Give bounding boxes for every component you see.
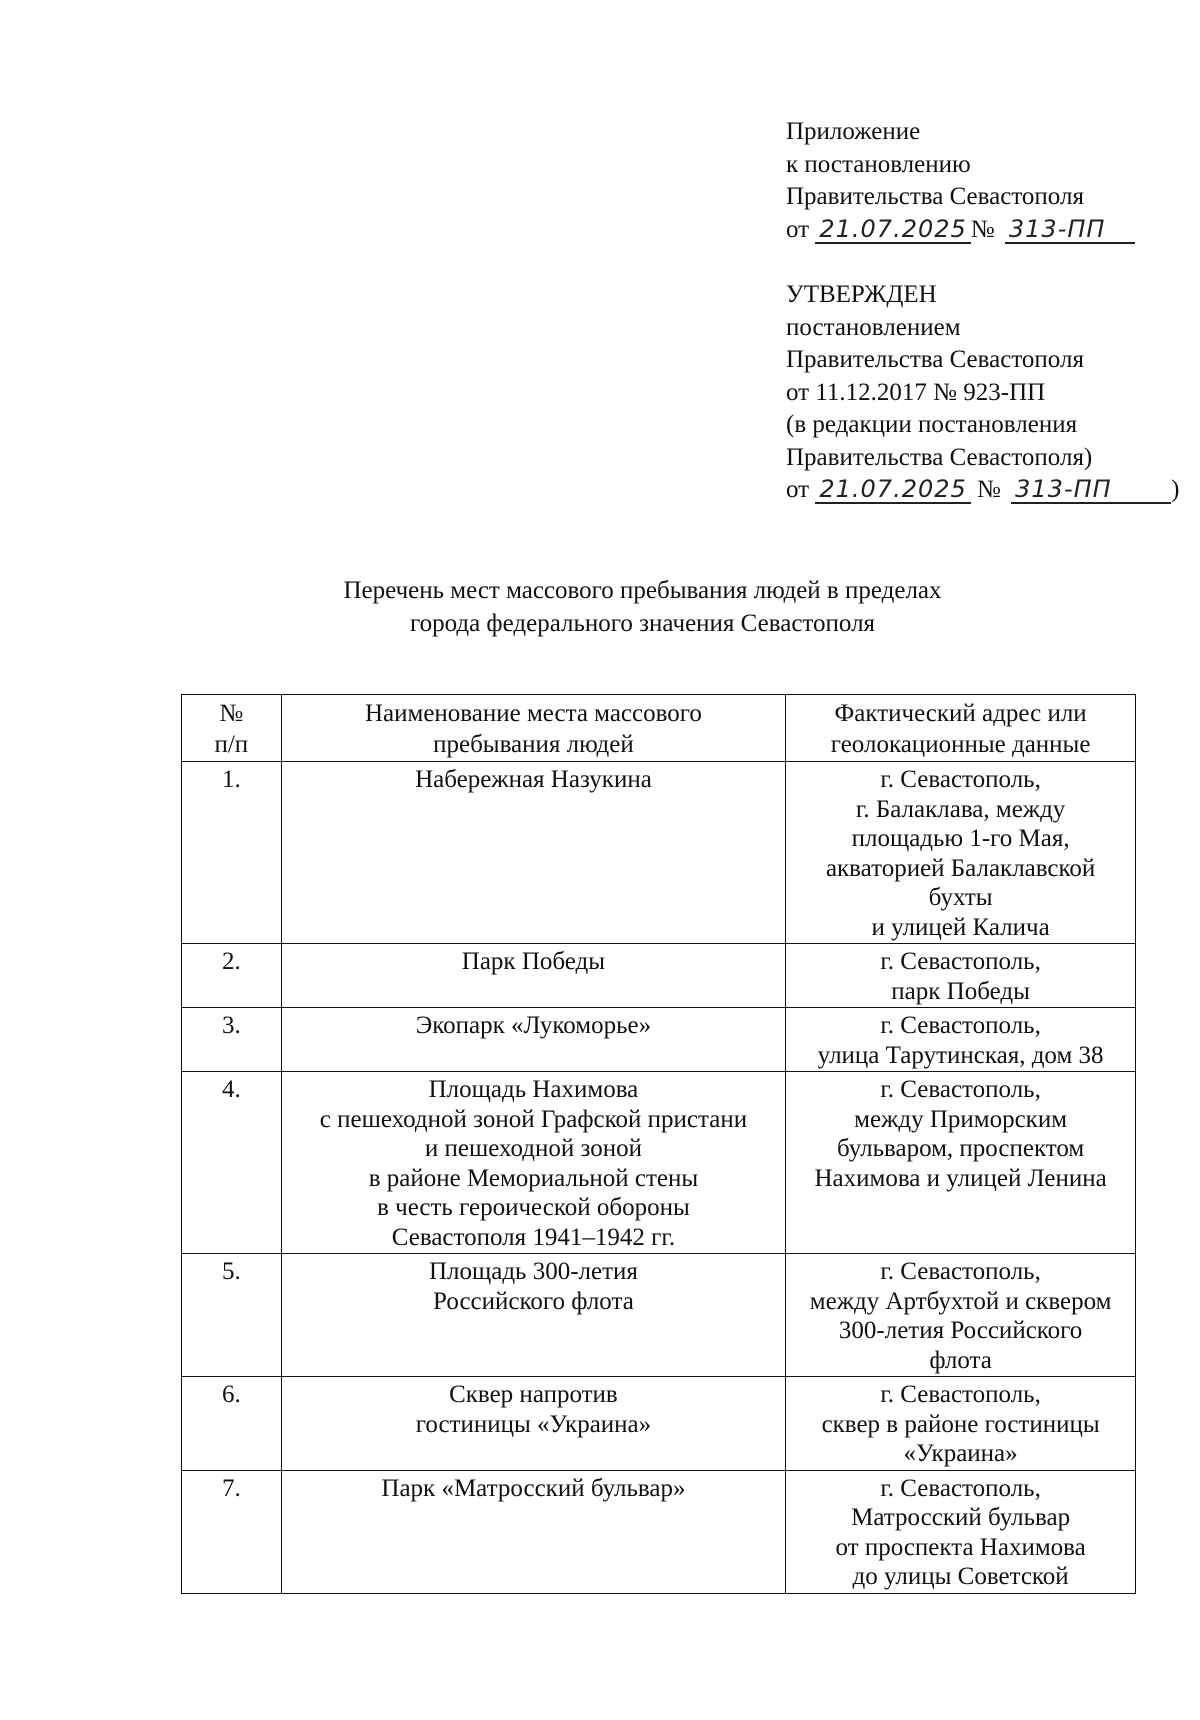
document-title bbox=[0, 574, 1200, 640]
header-address-line-2: геолокационные данные bbox=[830, 731, 1091, 758]
table-row bbox=[182, 1470, 1136, 1593]
name-line: Площадь Нахимова bbox=[428, 1076, 639, 1103]
address-line: и улицей Калича bbox=[871, 913, 1050, 941]
places-table bbox=[181, 694, 1136, 1594]
name-line: Севастополя 1941–1942 гг. bbox=[391, 1223, 676, 1251]
appendix-line-3: Правительства Севастополя bbox=[786, 183, 1084, 210]
name-line: в честь героической обороны bbox=[377, 1194, 690, 1221]
address-line: «Украина» bbox=[903, 1440, 1018, 1467]
name-line: Экопарк «Лукоморье» bbox=[415, 1012, 652, 1039]
row-num: 7. bbox=[182, 1470, 282, 1593]
row-address bbox=[786, 1072, 1136, 1254]
appendix-number-label: № bbox=[970, 215, 995, 243]
name-line: гостиницы «Украина» bbox=[415, 1410, 652, 1438]
address-line: флота bbox=[929, 1346, 992, 1374]
address-line: 300-летия Российского bbox=[838, 1317, 1083, 1344]
approved-closing-paren: ) bbox=[1171, 476, 1180, 503]
address-line: г. Севастополь, bbox=[880, 1012, 1041, 1039]
name-line: Набережная Назукина bbox=[415, 766, 652, 793]
table-row bbox=[182, 762, 1136, 944]
approved-line-4: от 11.12.2017 № 923-ПП bbox=[786, 378, 1046, 406]
table-row bbox=[182, 1072, 1136, 1254]
address-line: площадью 1-го Мая, bbox=[851, 825, 1070, 852]
appendix-handwritten-number: 313-ПП bbox=[1005, 216, 1135, 244]
name-line: Парк «Матросский бульвар» bbox=[381, 1474, 686, 1502]
row-address bbox=[786, 1470, 1136, 1593]
address-line: до улицы Советской bbox=[852, 1563, 1069, 1590]
address-line: г. Севастополь, bbox=[880, 1381, 1041, 1408]
row-name bbox=[281, 1254, 786, 1377]
header-num-line-1: № bbox=[219, 700, 244, 727]
appendix-line-2: к постановлению bbox=[786, 150, 971, 178]
name-line: с пешеходной зоной Графской пристани bbox=[319, 1105, 748, 1133]
document-title-line-1: Перечень мест массового пребывания людей в пределах bbox=[343, 577, 942, 604]
approved-title: УТВЕРЖДЕН bbox=[786, 281, 937, 308]
row-name bbox=[281, 762, 786, 944]
appendix-date-line bbox=[786, 214, 1186, 247]
approved-line-5: (в редакции постановления bbox=[786, 411, 1078, 438]
row-name bbox=[281, 1072, 786, 1254]
address-line: улица Тарутинская, дом 38 bbox=[817, 1041, 1104, 1069]
row-name bbox=[281, 1470, 786, 1593]
approved-handwritten-number: 313-ПП bbox=[1011, 476, 1171, 504]
appendix-title: Приложение bbox=[786, 118, 921, 145]
address-line: между Артбухтой и сквером bbox=[809, 1287, 1112, 1315]
approved-line-2: постановлением bbox=[786, 313, 961, 341]
name-line: Площадь 300-летия bbox=[428, 1258, 638, 1285]
address-line: г. Балаклава, между bbox=[855, 795, 1066, 823]
row-num: 2. bbox=[182, 944, 282, 1008]
address-line: г. Севастополь, bbox=[880, 1258, 1041, 1285]
address-line: бухты bbox=[928, 884, 993, 911]
name-line: Парк Победы bbox=[461, 948, 606, 975]
approved-from-label: от bbox=[786, 476, 810, 503]
row-address bbox=[786, 944, 1136, 1008]
header-name-line-2: пребывания людей bbox=[433, 731, 634, 758]
table-row bbox=[182, 1377, 1136, 1471]
row-address bbox=[786, 1254, 1136, 1377]
row-num: 1. bbox=[182, 762, 282, 944]
approved-number-label: № bbox=[977, 476, 1001, 503]
address-line: бульваром, проспектом bbox=[836, 1135, 1085, 1162]
approved-date-line bbox=[786, 474, 1186, 507]
approved-line-3: Правительства Севастополя bbox=[786, 346, 1084, 373]
name-line: и пешеходной зоной bbox=[424, 1135, 643, 1162]
document-title-line-2: города федерального значения Севастополя bbox=[409, 610, 876, 637]
name-line: в районе Мемориальной стены bbox=[368, 1164, 699, 1192]
address-line: г. Севастополь, bbox=[880, 948, 1041, 975]
name-line: Сквер напротив bbox=[449, 1381, 618, 1408]
header-name bbox=[281, 695, 786, 762]
address-line: г. Севастополь, bbox=[880, 1474, 1041, 1502]
address-line: между Приморским bbox=[854, 1105, 1068, 1133]
table-row bbox=[182, 944, 1136, 1008]
row-name bbox=[281, 1008, 786, 1072]
row-num: 3. bbox=[182, 1008, 282, 1072]
table-row bbox=[182, 1008, 1136, 1072]
header-num-line-2: п/п bbox=[214, 731, 249, 758]
row-name bbox=[281, 944, 786, 1008]
header-address-line-1: Фактический адрес или bbox=[834, 700, 1087, 727]
row-address bbox=[786, 1377, 1136, 1471]
approved-block bbox=[786, 279, 1186, 507]
address-line: Нахимова и улицей Ленина bbox=[814, 1164, 1107, 1192]
address-line: г. Севастополь, bbox=[880, 1076, 1041, 1103]
row-address bbox=[786, 1008, 1136, 1072]
header-num bbox=[182, 695, 282, 762]
address-line: парк Победы bbox=[891, 977, 1030, 1005]
address-line: от проспекта Нахимова bbox=[835, 1533, 1086, 1561]
row-address bbox=[786, 762, 1136, 944]
appendix-block bbox=[786, 116, 1186, 246]
approved-handwritten-date: 21.07.2025 bbox=[815, 476, 970, 504]
approved-line-6: Правительства Севастополя) bbox=[786, 443, 1093, 471]
row-name bbox=[281, 1377, 786, 1471]
appendix-handwritten-date: 21.07.2025 bbox=[815, 216, 970, 244]
appendix-from-label: от bbox=[786, 215, 810, 243]
table-body bbox=[182, 762, 1136, 1594]
row-num: 5. bbox=[182, 1254, 282, 1377]
address-line: сквер в районе гостиницы bbox=[821, 1410, 1100, 1438]
header-address bbox=[786, 695, 1136, 762]
name-line: Российского флота bbox=[433, 1287, 634, 1315]
row-num: 6. bbox=[182, 1377, 282, 1471]
address-line: г. Севастополь, bbox=[880, 766, 1041, 793]
table-header-row bbox=[182, 695, 1136, 762]
table-row bbox=[182, 1254, 1136, 1377]
address-line: акваторией Балаклавской bbox=[825, 854, 1096, 882]
address-line: Матросский бульвар bbox=[851, 1504, 1071, 1531]
row-num: 4. bbox=[182, 1072, 282, 1254]
header-name-line-1: Наименование места массового bbox=[364, 700, 702, 727]
